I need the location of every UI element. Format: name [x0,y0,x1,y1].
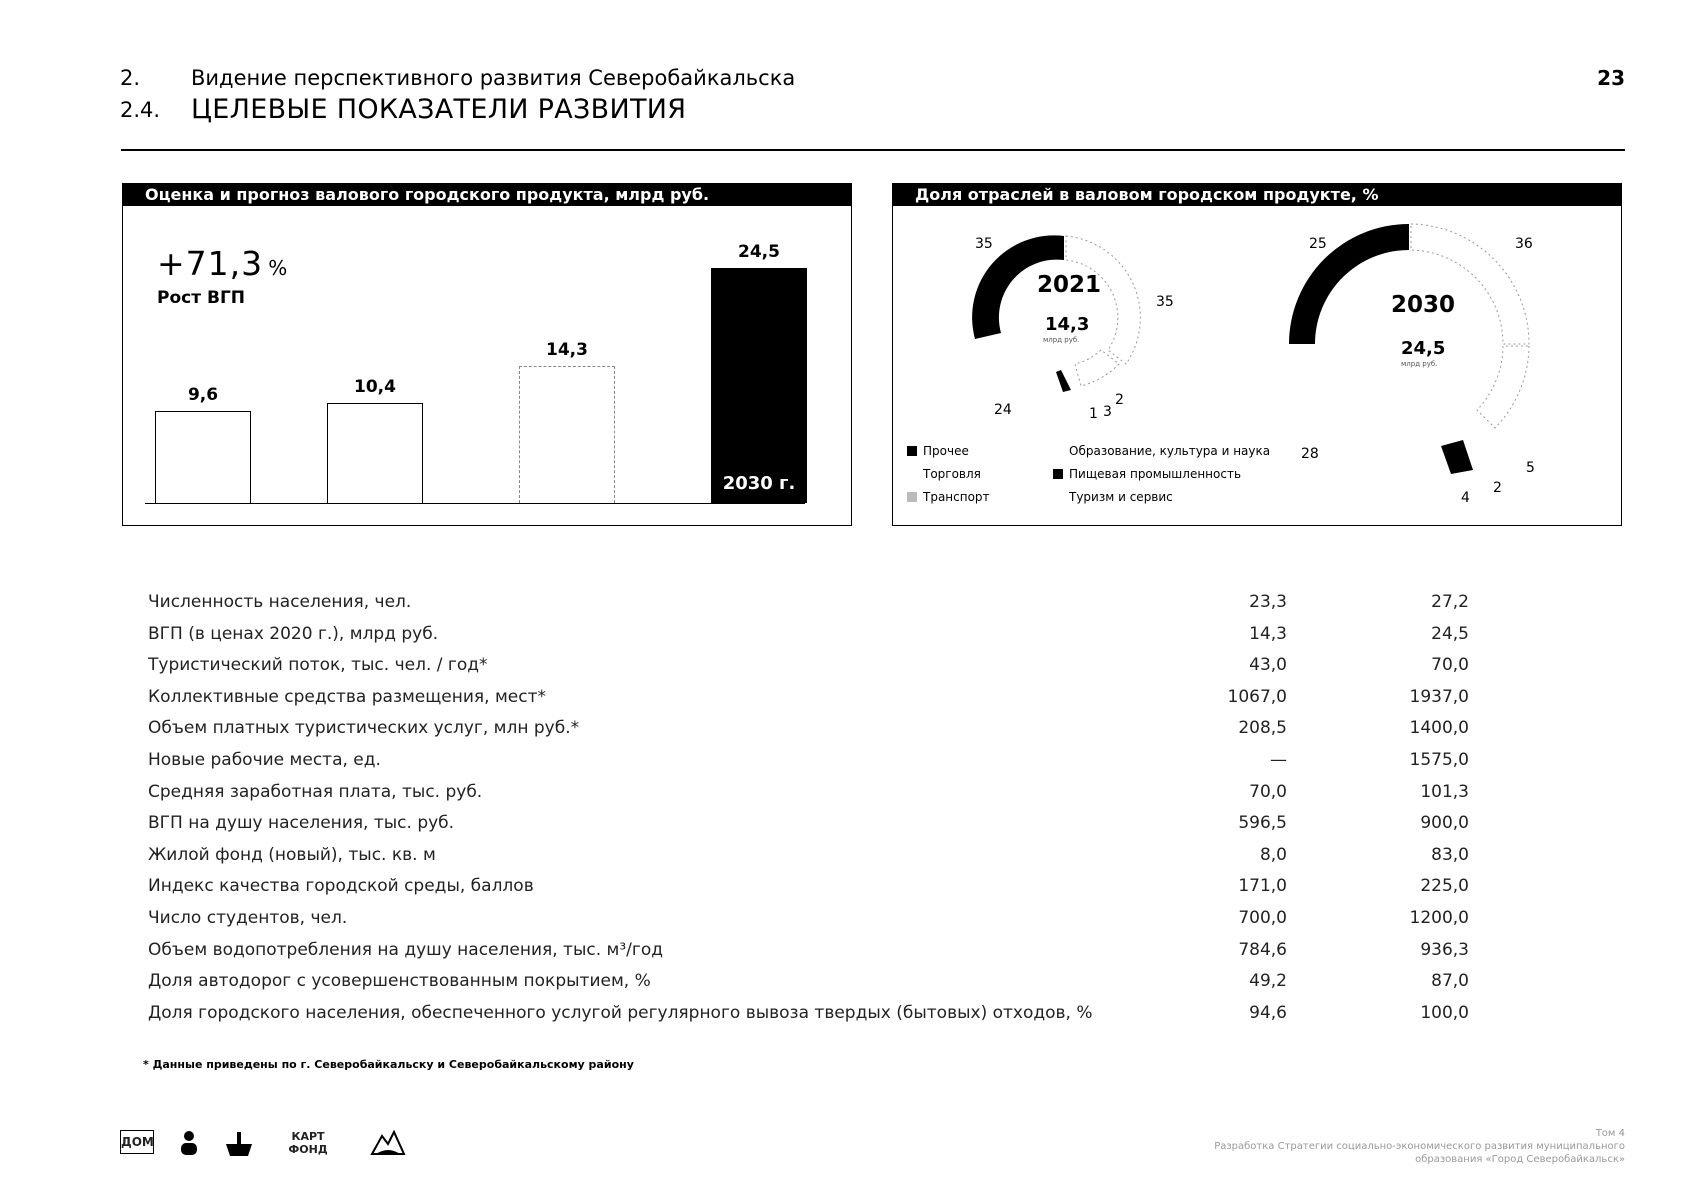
table-row-value-2021: 49,2 [1249,971,1287,991]
table-row-value-2030: 1937,0 [1409,687,1469,707]
growth-unit: % [268,256,288,280]
table-row-value-2021: 208,5 [1238,718,1287,738]
grp-bar-chart [145,224,825,504]
donut-2021-total: 14,3 [1045,314,1090,335]
table-row-value-2021: 596,5 [1238,813,1287,833]
table-row-label: Доля автодорог с усовершенствованным покрытием, % [148,971,651,991]
share-panel-title: Доля отраслей в валовом городском продукте, % [893,184,1621,206]
table-row-label: Новые рабочие места, ед. [148,750,381,770]
donut-2021-segment-trade [1066,236,1140,364]
legend-item-trade: Торговля [907,467,981,481]
donut-2030-segment-transport [1477,346,1529,428]
table-row-value-2030: 87,0 [1431,971,1469,991]
table-row-value-2021: 700,0 [1238,908,1287,928]
donut-2030-segment-food [1439,440,1479,476]
table-row-value-2030: 101,3 [1420,782,1469,802]
table-row-value-2021: — [1270,750,1287,770]
legend-swatch [1053,469,1063,479]
table-row-label: Коллективные средства размещения, мест* [148,687,546,707]
legend-item-transport: Транспорт [907,490,990,504]
table-row-label: Объем платных туристических услуг, млн руб.* [148,718,580,738]
table-row-label: Индекс качества городской среды, баллов [148,876,534,896]
logo-dom: ДОМ [120,1130,154,1154]
donut-2021-label-6: 3 [1103,404,1112,420]
footer-line-2: Разработка Стратегии социально-экономического развития муниципального [1214,1141,1625,1152]
donut-2030-label-3: 28 [1301,446,1319,462]
donut-2030-label-6: 4 [1461,490,1470,506]
table-row-value-2030: 936,3 [1420,940,1469,960]
table-row-value-2021: 70,0 [1249,782,1287,802]
grp-bar-2 [327,403,423,503]
legend-item-tourism: Туризм и сервис [1053,490,1173,504]
grp-bar-1 [155,411,251,503]
table-row-label: Доля городского населения, обеспеченного услугой регулярного вывоза твердых (бытовых) отходов, % [148,1003,1093,1023]
table-row-value-2030: 27,2 [1431,592,1469,612]
table-row-label: ВГП (в ценах 2020 г.), млрд руб. [148,624,439,644]
table-row-label: Объем водопотребления на душу населения, тыс. м³/год [148,940,663,960]
page-number: 23 [1597,66,1625,90]
table-row-label: Жилой фонд (новый), тыс. кв. м [148,845,436,865]
header-divider [121,149,1625,151]
donut-2030-total: 24,5 [1401,338,1446,359]
table-row-value-2021: 23,3 [1249,592,1287,612]
table-row-label: Туристический поток, тыс. чел. / год* [148,655,488,675]
legend-item-food: Пищевая промышленность [1053,467,1241,481]
grp-bar-4 [711,268,807,503]
table-row-value-2021: 14,3 [1249,624,1287,644]
subsection-number: 2.4. [120,98,161,122]
donut-2030-unit: млрд руб. [1401,360,1438,368]
donut-2021-label-1: 35 [975,236,993,252]
table-row-label: Средняя заработная плата, тыс. руб. [148,782,483,802]
table-row-value-2021: 1067,0 [1227,687,1287,707]
legend-swatch [1053,446,1063,456]
table-row-value-2030: 1400,0 [1409,718,1469,738]
legend-swatch [907,492,917,502]
legend-item-education: Образование, культура и наука [1053,444,1270,458]
legend-item-other: Прочее [907,444,969,458]
grp-bar-value-2: 10,4 [354,377,396,397]
donut-2021-label-4: 2 [1115,392,1124,408]
table-row-value-2030: 83,0 [1431,845,1469,865]
donut-2021-label-3: 24 [994,402,1012,418]
table-row-label: ВГП на душу населения, тыс. руб. [148,813,455,833]
donut-2030-label-5: 2 [1493,480,1502,496]
grp-panel [122,183,852,526]
logo-boat-icon [224,1128,254,1158]
grp-bar-value-4: 24,5 [738,242,780,262]
table-row-value-2021: 784,6 [1238,940,1287,960]
donut-2021-segment-transport [1075,350,1119,386]
table-row-value-2030: 1575,0 [1409,750,1469,770]
table-row-value-2030: 70,0 [1431,655,1469,675]
table-row-value-2030: 900,0 [1420,813,1469,833]
chart-baseline [145,503,805,504]
legend-swatch [1053,492,1063,502]
share-panel [892,183,1622,526]
grp-bar-value-3: 14,3 [546,340,588,360]
table-row-value-2021: 43,0 [1249,655,1287,675]
donut-2021-label-5: 1 [1089,406,1098,422]
legend-swatch [907,446,917,456]
growth-value: +71,3 [157,244,264,283]
donut-2030-year: 2030 [1391,292,1456,318]
footer-line-1: Том 4 [1595,1128,1625,1139]
table-row-label: Численность населения, чел. [148,592,412,612]
donut-2030-label-4: 5 [1526,460,1535,476]
table-row-value-2030: 1200,0 [1409,908,1469,928]
grp-panel-title: Оценка и прогноз валового городского продукта, млрд руб. [123,184,851,206]
growth-label: Рост ВГП [157,288,246,308]
section-title: Видение перспективного развития Северобайкальска [191,66,796,90]
footer-line-3: образования «Город Северобайкальск» [1415,1154,1625,1165]
logo-kart-fond: КАРТ ФОНД [288,1130,328,1156]
grp-bar-category-4: 2030 г. [722,473,796,494]
legend-swatch [907,469,917,479]
donut-2021-unit: млрд руб. [1043,336,1080,344]
footer-credits [1214,1127,1625,1166]
subsection-title: ЦЕЛЕВЫЕ ПОКАЗАТЕЛИ РАЗВИТИЯ [191,94,687,125]
logo-mountain-icon [370,1126,406,1158]
logo-emblem-icon [178,1128,200,1158]
donut-2021-year: 2021 [1037,272,1102,298]
table-row-value-2030: 225,0 [1420,876,1469,896]
section-number: 2. [120,66,141,90]
table-row-value-2021: 171,0 [1238,876,1287,896]
donut-2021-segment-food [1056,370,1071,392]
grp-bar-3 [519,366,615,503]
donut-2030-label-2: 36 [1515,236,1533,252]
grp-bar-value-1: 9,6 [187,385,219,405]
donut-2030-segment-trade [1411,224,1529,344]
table-row-value-2030: 24,5 [1431,624,1469,644]
table-row-value-2030: 100,0 [1420,1003,1469,1023]
table-row-value-2021: 8,0 [1259,845,1287,865]
table-row-label: Число студентов, чел. [148,908,348,928]
donut-2021-label-2: 35 [1156,294,1174,310]
donut-2030-segment-other [1289,224,1409,344]
footnote: * Данные приведены по г. Северобайкальску и Северобайкальскому району [143,1058,634,1071]
table-row-value-2021: 94,6 [1249,1003,1287,1023]
donut-2030-label-1: 25 [1309,236,1327,252]
